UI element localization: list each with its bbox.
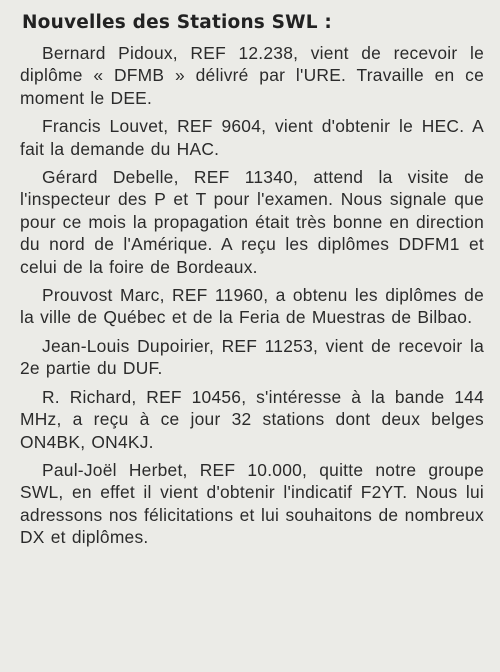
- news-item-dupoirier: Jean-Louis Dupoirier, REF 11253, vient de recevoir la 2e partie du DUF.: [20, 335, 484, 379]
- news-item-debelle: Gérard Debelle, REF 11340, attend la visite de l'inspecteur des P et T pour l'examen. Nous signale que pour ce mois la propagation était très bonne en direction du nord de l'Amérique. A reçu les diplômes DDFM1 et celui de la foire de Bordeaux.: [20, 167, 484, 277]
- news-item-pidoux: Bernard Pidoux, REF 12.238, vient de recevoir le diplôme « DFMB » délivré par l'URE. Travaille en ce moment le DEE.: [20, 43, 484, 108]
- news-item-louvet: Francis Louvet, REF 9604, vient d'obtenir le HEC. A fait la demande du HAC.: [20, 116, 484, 159]
- news-item-richard: R. Richard, REF 10456, s'intéresse à la bande 144 MHz, a reçu à ce jour 32 stations dont deux belges ON4BK, ON4KJ.: [20, 386, 484, 452]
- article-title: Nouvelles des Stations SWL :: [22, 12, 333, 33]
- news-list: [20, 42, 484, 549]
- news-item-prouvost: Prouvost Marc, REF 11960, a obtenu les diplômes de la ville de Québec et de la Feria de Muestras de Bilbao.: [20, 285, 484, 328]
- news-item-herbet: Paul-Joël Herbet, REF 10.000, quitte notre groupe SWL, en effet il vient d'obtenir l'indicatif F2YT. Nous lui adressons nos félicitations et lui souhaitons de nombreux DX et diplômes.: [20, 459, 484, 548]
